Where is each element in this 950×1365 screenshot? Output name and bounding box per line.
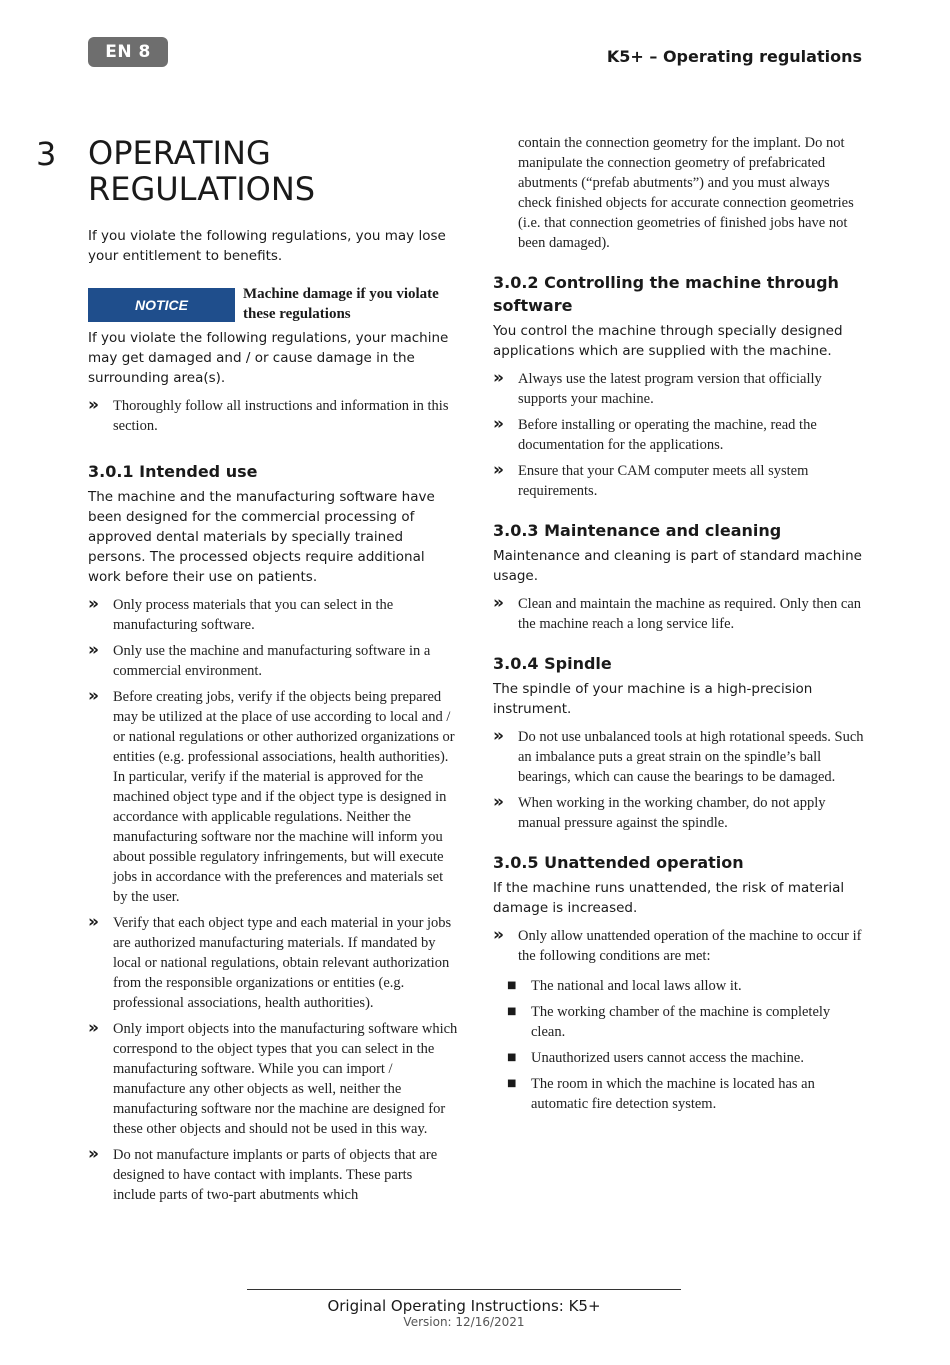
- list-item-text: Ensure that your CAM computer meets all system requirements.: [518, 463, 809, 499]
- list-item-text: Only import objects into the manufacturing software which correspond to the object types that you can select in the manufacturing software. While you can import / manufacture any other objects as well, neither the manufacturing software nor the machine are designed for these other objects and should not be used in this way.: [113, 1021, 458, 1137]
- list-item-text: Thoroughly follow all instructions and information in this section.: [113, 398, 449, 434]
- list-item: [88, 1145, 458, 1205]
- list-item-text: Before installing or operating the machine, read the documentation for the applications.: [518, 417, 817, 453]
- list-item: [493, 461, 865, 501]
- page-number-badge: EN 8: [88, 37, 168, 67]
- arrow-bullet-icon: »: [88, 395, 99, 415]
- list-item: [88, 913, 458, 1013]
- chapter-title-line-1: OPERATING: [88, 134, 271, 172]
- footer-version: Version: 12/16/2021: [403, 1315, 525, 1329]
- condition-item: [507, 1002, 865, 1042]
- section-heading-maintenance: 3.0.3 Maintenance and cleaning: [493, 521, 782, 540]
- section-heading-intended-use: 3.0.1 Intended use: [88, 462, 258, 481]
- list-item: [493, 594, 865, 634]
- arrow-bullet-icon: »: [493, 726, 504, 746]
- section-heading-unattended: 3.0.5 Unattended operation: [493, 853, 744, 872]
- notice-heading: Machine damage if you violate these regulations: [243, 286, 439, 322]
- condition-item: [507, 1048, 865, 1068]
- list-item-text: Always use the latest program version that officially supports your machine.: [518, 371, 822, 407]
- list-item-text: Only allow unattended operation of the machine to occur if the following conditions are met:: [518, 928, 862, 964]
- list-item-text: Verify that each object type and each material in your jobs are authorized manufacturing materials. If mandated by local or national regulations, obtain relevant authorization from the responsible organizations or entities (e.g. professional associations, health authorities).: [113, 915, 452, 1011]
- condition-item: [507, 976, 865, 996]
- square-bullet-icon: ■: [507, 1078, 517, 1089]
- list-item: [493, 926, 865, 966]
- list-item-text: Do not use unbalanced tools at high rotational speeds. Such an imbalance puts a great strain on the spindle’s ball bearings, which can cause the bearings to be damaged.: [518, 729, 864, 785]
- condition-text: The working chamber of the machine is completely clean.: [531, 1004, 831, 1040]
- arrow-bullet-icon: »: [493, 925, 504, 945]
- list-item: [88, 641, 458, 681]
- left-column: [88, 226, 458, 1211]
- list-item: [493, 369, 865, 409]
- list-item-text: Before creating jobs, verify if the objects being prepared may be utilized at the place of use according to local and / or national regulations or other authorized organizations or entities (e.g. professional associations, health authorities). In particular, verify if the material is approved for the machined object type and if the object type is designed in accordance with applicable regulations. Neither the manufacturing software nor the machine will inform you about possible regulatory infringements, but will execute jobs in accordance with the preferences and materials set by the user.: [113, 689, 455, 905]
- list-item-text: Do not manufacture implants or parts of objects that are designed to have contact with implants. These parts include parts of two-part abutments which: [113, 1147, 438, 1203]
- condition-item: [507, 1074, 865, 1114]
- arrow-bullet-icon: »: [88, 686, 99, 706]
- chapter-title: [88, 135, 315, 207]
- arrow-bullet-icon: »: [493, 460, 504, 480]
- arrow-bullet-icon: »: [493, 792, 504, 812]
- arrow-bullet-icon: »: [493, 593, 504, 613]
- chapter-number: 3: [36, 135, 57, 173]
- intended-use-body: The machine and the manufacturing software have been designed for the commercial processing of approved dental materials by specially trained persons. The processed objects require additional work before their use on patients.: [88, 489, 435, 585]
- notice-label: NOTICE: [88, 288, 235, 322]
- list-item-text: Only process materials that you can select in the manufacturing software.: [113, 597, 394, 633]
- maintenance-body: Maintenance and cleaning is part of standard machine usage.: [493, 548, 862, 584]
- section-heading-spindle: 3.0.4 Spindle: [493, 654, 612, 673]
- notice-body: If you violate the following regulations, your machine may get damaged and / or cause damage in the surrounding area(s).: [88, 330, 449, 386]
- notice-block: [88, 288, 458, 324]
- controlling-body: You control the machine through specially designed applications which are supplied with the machine.: [493, 323, 843, 359]
- spindle-body: The spindle of your machine is a high-precision instrument.: [493, 681, 813, 717]
- square-bullet-icon: ■: [507, 1006, 517, 1017]
- square-bullet-icon: ■: [507, 1052, 517, 1063]
- list-item: [493, 793, 865, 833]
- running-header-title: K5+ – Operating regulations: [606, 47, 862, 66]
- list-item: [493, 415, 865, 455]
- list-item-text: Only use the machine and manufacturing software in a commercial environment.: [113, 643, 431, 679]
- arrow-bullet-icon: »: [88, 594, 99, 614]
- section-heading-controlling: 3.0.2 Controlling the machine through software: [493, 273, 839, 315]
- list-item: [88, 396, 458, 436]
- intended-use-continuation: contain the connection geometry for the implant. Do not manipulate the connection geometry of prefabricated abutments (“prefab abutments”) and you must always check finished objects for accurate connection geometries (i.e. that connection geometries of finished jobs have not been damaged).: [518, 135, 854, 251]
- arrow-bullet-icon: »: [88, 912, 99, 932]
- list-item: [88, 687, 458, 907]
- arrow-bullet-icon: »: [493, 414, 504, 434]
- chapter-title-line-2: REGULATIONS: [88, 170, 316, 208]
- list-item: [88, 1019, 458, 1139]
- intro-paragraph: If you violate the following regulations, you may lose your entitlement to benefits.: [88, 228, 446, 264]
- condition-text: Unauthorized users cannot access the machine.: [531, 1050, 804, 1066]
- square-bullet-icon: ■: [507, 980, 517, 991]
- list-item-text: Clean and maintain the machine as required. Only then can the machine reach a long service life.: [518, 596, 862, 632]
- arrow-bullet-icon: »: [493, 368, 504, 388]
- footer-title: Original Operating Instructions: K5+: [327, 1297, 601, 1315]
- list-item-text: When working in the working chamber, do not apply manual pressure against the spindle.: [518, 795, 826, 831]
- arrow-bullet-icon: »: [88, 1144, 99, 1164]
- list-item: [88, 595, 458, 635]
- unattended-body: If the machine runs unattended, the risk of material damage is increased.: [493, 880, 845, 916]
- arrow-bullet-icon: »: [88, 640, 99, 660]
- condition-text: The national and local laws allow it.: [531, 978, 742, 994]
- condition-text: The room in which the machine is located has an automatic fire detection system.: [531, 1076, 815, 1112]
- right-column: [493, 133, 865, 1120]
- footer-divider: [247, 1289, 681, 1290]
- arrow-bullet-icon: »: [88, 1018, 99, 1038]
- list-item: [493, 727, 865, 787]
